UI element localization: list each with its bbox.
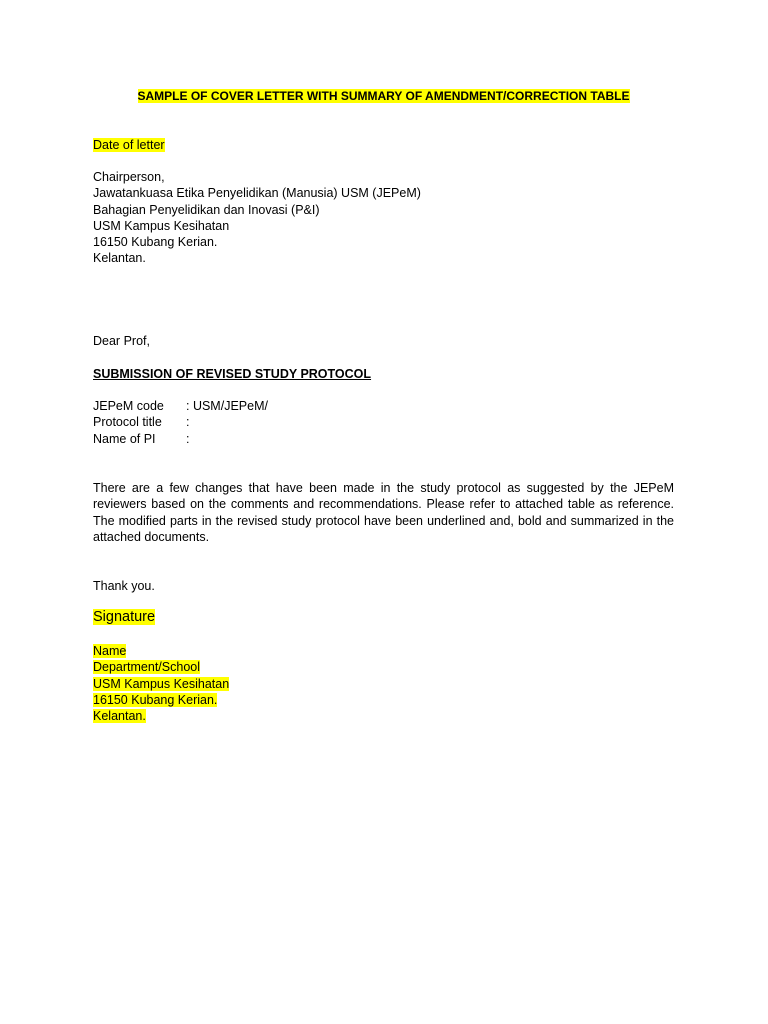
- sender-line: [93, 676, 674, 692]
- salutation: Dear Prof,: [93, 334, 150, 348]
- date-of-letter: [93, 137, 674, 153]
- subject-line: SUBMISSION OF REVISED STUDY PROTOCOL: [93, 367, 372, 381]
- field-row-protocol-title: [93, 414, 674, 430]
- sender-line-text: USM Kampus Kesihatan: [93, 676, 230, 691]
- sender-line-text: 16150 Kubang Kerian.: [93, 692, 218, 707]
- date-of-letter-text: Date of letter: [93, 138, 165, 152]
- recipient-line: Kelantan.: [93, 251, 146, 266]
- recipient-line: Bahagian Penyelidikan dan Inovasi (P&I): [93, 202, 320, 217]
- sender-line: [93, 659, 674, 675]
- recipient-line: Chairperson,: [93, 170, 165, 184]
- document-title: [93, 88, 674, 104]
- sender-address: [93, 643, 674, 724]
- sender-line-text: Department/School: [93, 660, 201, 675]
- field-row-name-of-pi: [93, 431, 674, 447]
- field-label: JEPeM code: [93, 399, 164, 413]
- sender-line: [93, 643, 674, 659]
- field-value: : USM/JEPeM/: [186, 399, 268, 413]
- closing: Thank you.: [93, 579, 155, 593]
- sender-line: [93, 708, 674, 724]
- sender-line-text: Name: [93, 644, 127, 658]
- recipient-line: 16150 Kubang Kerian.: [93, 235, 218, 250]
- sender-line: [93, 692, 674, 708]
- field-row-jepem-code: [93, 398, 674, 414]
- signature: [93, 608, 674, 626]
- document-title-text: SAMPLE OF COVER LETTER WITH SUMMARY OF AMENDMENT/CORRECTION TABLE: [137, 89, 630, 103]
- field-value: :: [186, 415, 190, 430]
- body-paragraph: There are a few changes that have been made in the study protocol as suggested by the JEPeM reviewers based on the comments and recommendations. Please refer to attached table as reference. The modified parts in the revised study protocol have been underlined and, bold and summarized in the attached documents.: [93, 481, 674, 544]
- field-value: :: [186, 431, 190, 446]
- sender-line-text: Kelantan.: [93, 709, 146, 724]
- signature-text: Signature: [93, 609, 156, 625]
- protocol-fields: [93, 398, 674, 447]
- recipient-address: [93, 169, 674, 267]
- field-label: Protocol title: [93, 415, 162, 430]
- recipient-line: USM Kampus Kesihatan: [93, 218, 230, 233]
- field-label: Name of PI: [93, 431, 156, 446]
- recipient-line: Jawatankuasa Etika Penyelidikan (Manusia) USM (JEPeM): [93, 186, 421, 201]
